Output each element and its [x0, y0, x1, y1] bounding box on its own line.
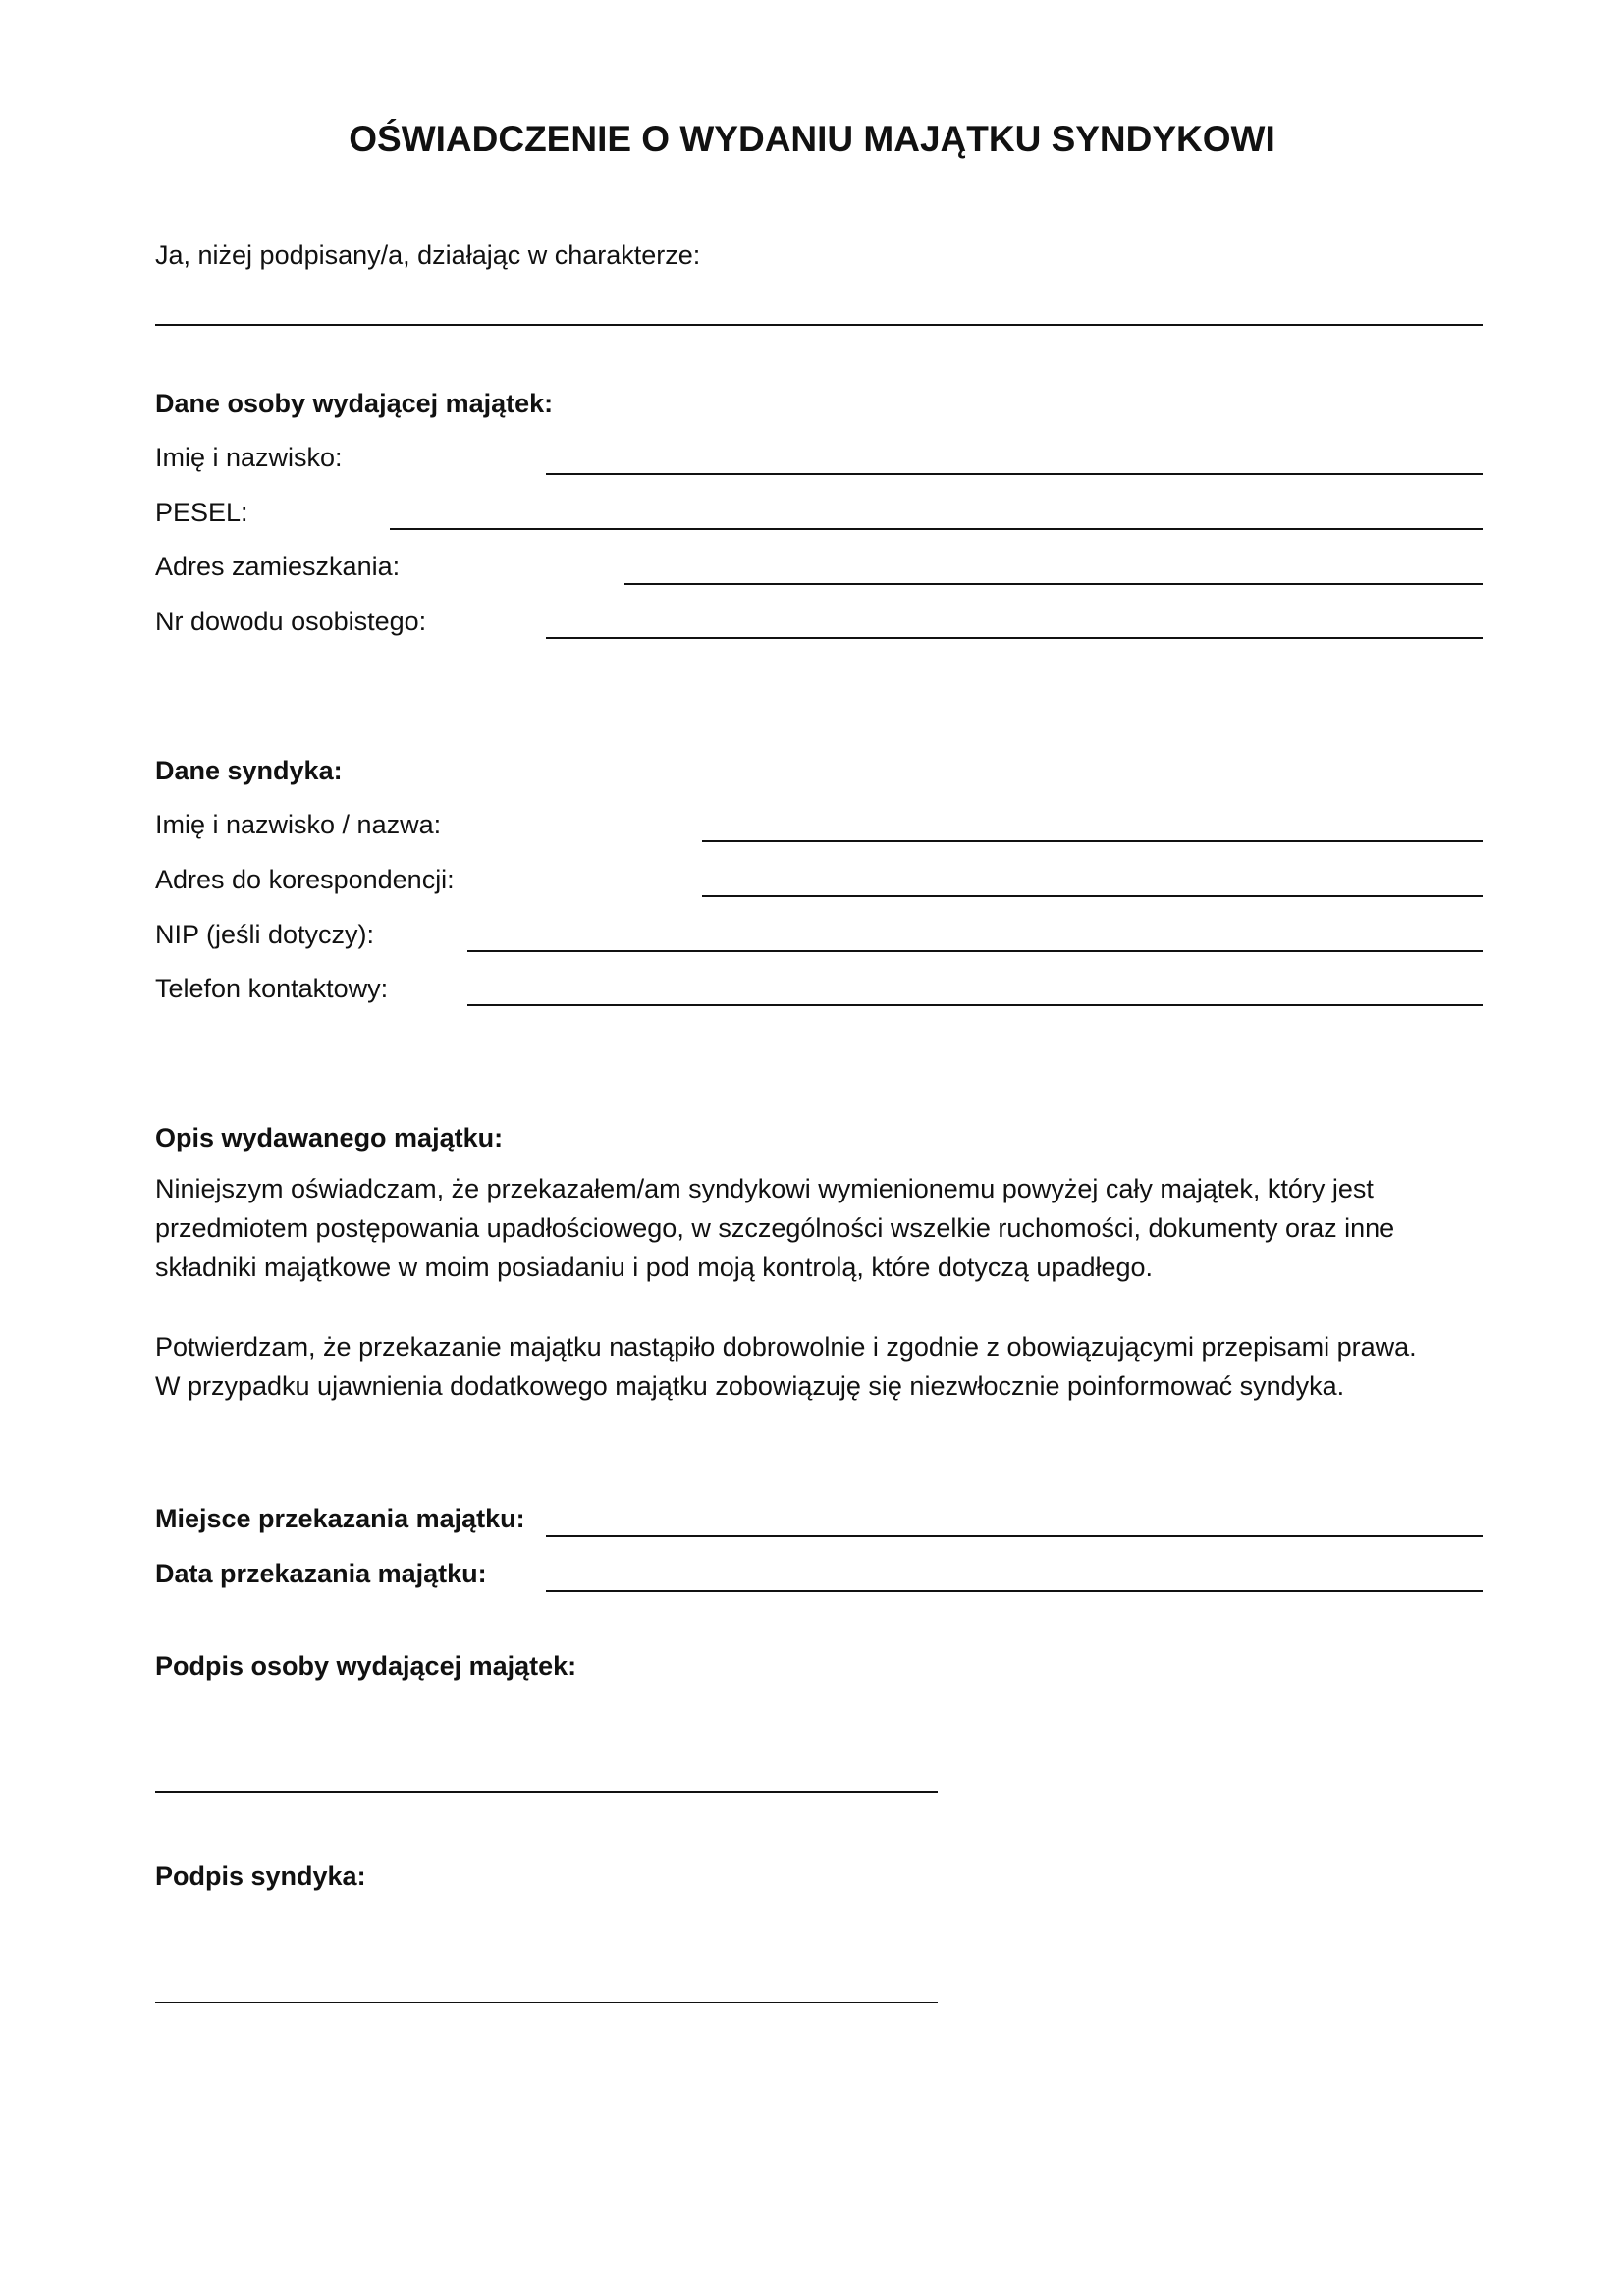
trustee-nip-field-line[interactable] [467, 950, 1483, 952]
issuer-signature-line[interactable] [155, 1791, 938, 1793]
issuer-id-card-label: Nr dowodu osobistego: [155, 607, 427, 636]
trustee-section-heading: Dane syndyka: [155, 756, 343, 785]
trustee-name-field-line[interactable] [702, 840, 1483, 842]
issuer-name-field-line[interactable] [546, 473, 1483, 475]
trustee-nip-label: NIP (jeśli dotyczy): [155, 920, 375, 949]
trustee-address-field-line[interactable] [702, 895, 1483, 897]
capacity-field-line[interactable] [155, 324, 1483, 326]
trustee-name-label: Imię i nazwisko / nazwa: [155, 810, 442, 839]
document-title: OŚWIADCZENIE O WYDANIU MAJĄTKU SYNDYKOWI [349, 119, 1275, 159]
trustee-phone-label: Telefon kontaktowy: [155, 974, 389, 1003]
paragraph-line: Niniejszym oświadczam, że przekazałem/am syndykowi wymienionemu powyżej cały majątek, który jest [155, 1174, 1374, 1203]
paragraph-line: przedmiotem postępowania upadłościowego, w szczególności wszelkie ruchomości, dokumenty oraz inne [155, 1213, 1395, 1243]
trustee-address-label: Adres do korespondencji: [155, 865, 455, 894]
issuer-pesel-label: PESEL: [155, 498, 248, 527]
issuer-address-label: Adres zamieszkania: [155, 552, 401, 581]
trustee-phone-field-line[interactable] [467, 1004, 1483, 1006]
handover-date-field-line[interactable] [546, 1590, 1483, 1592]
trustee-signature-line[interactable] [155, 2002, 938, 2003]
issuer-signature-label: Podpis osoby wydającej majątek: [155, 1651, 577, 1681]
handover-place-field-line[interactable] [546, 1535, 1483, 1537]
issuer-name-label: Imię i nazwisko: [155, 443, 343, 472]
handover-place-label: Miejsce przekazania majątku: [155, 1504, 525, 1533]
intro-text: Ja, niżej podpisany/a, działając w charakterze: [155, 240, 701, 270]
description-paragraph-2 [155, 1327, 1490, 1406]
handover-date-label: Data przekazania majątku: [155, 1559, 487, 1588]
issuer-section-heading: Dane osoby wydającej majątek: [155, 389, 554, 418]
paragraph-line: Potwierdzam, że przekazanie majątku nastąpiło dobrowolnie i zgodnie z obowiązującymi przepisami prawa. [155, 1332, 1417, 1362]
description-paragraph-1 [155, 1169, 1490, 1287]
trustee-signature-label: Podpis syndyka: [155, 1861, 366, 1891]
issuer-address-field-line[interactable] [624, 583, 1483, 585]
paragraph-line: W przypadku ujawnienia dodatkowego majątku zobowiązuję się niezwłocznie poinformować syndyka. [155, 1371, 1345, 1401]
paragraph-line: składniki majątkowe w moim posiadaniu i pod moją kontrolą, które dotyczą upadłego. [155, 1253, 1154, 1282]
issuer-pesel-field-line[interactable] [390, 528, 1483, 530]
description-section-heading: Opis wydawanego majątku: [155, 1123, 504, 1152]
issuer-id-card-field-line[interactable] [546, 637, 1483, 639]
